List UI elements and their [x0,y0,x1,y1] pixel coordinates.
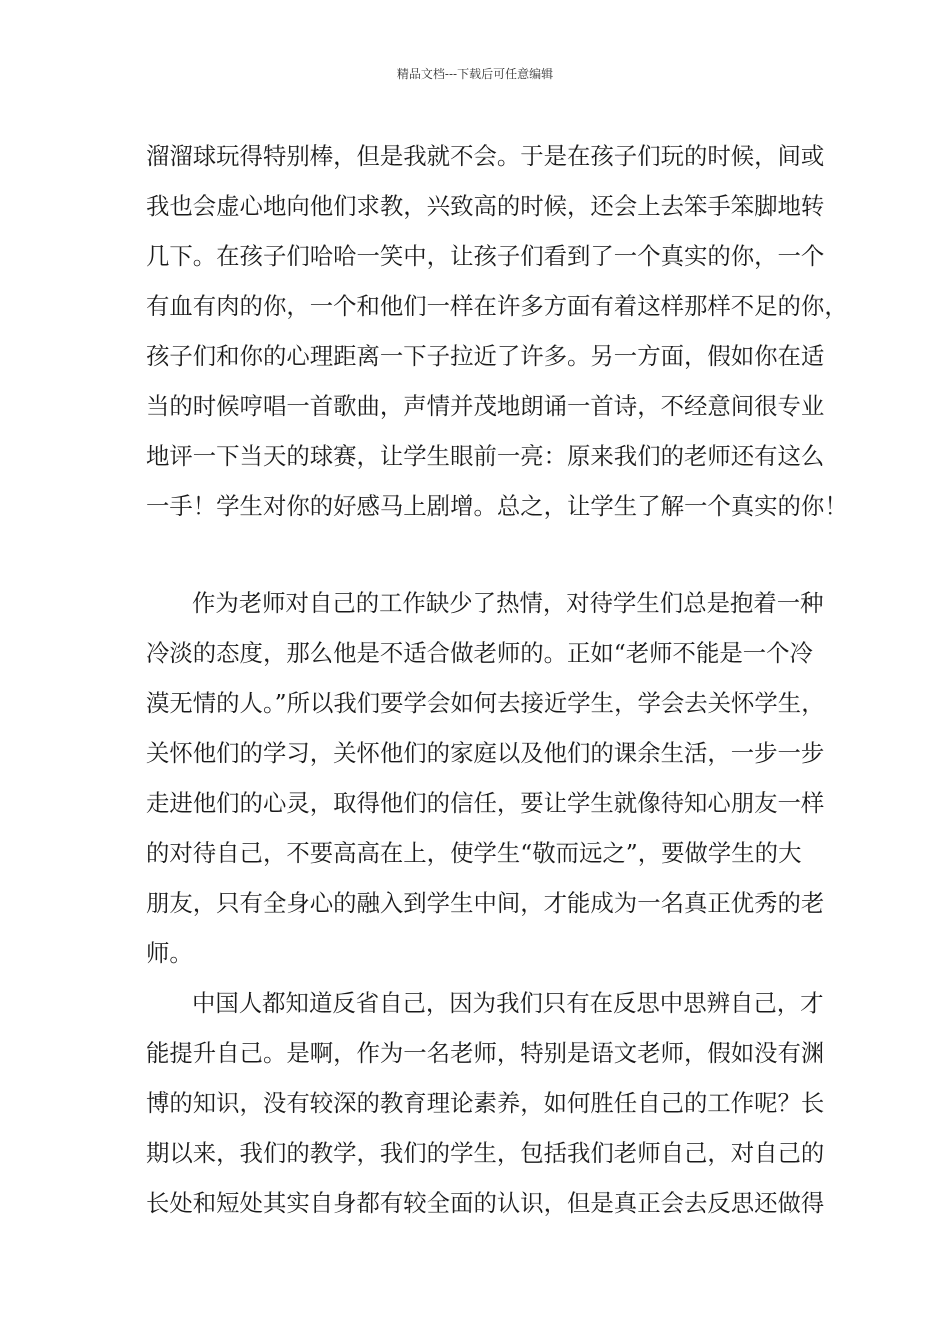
paragraph-gap [146,531,826,578]
text-line: 冷淡的态度，那么他是不适合做老师的。正如“老师不能是一个冷 [146,639,813,667]
text-line: 能提升自己。是啊，作为一名老师，特别是语文老师，假如没有渊 [146,1039,825,1067]
text-line: 有血有肉的你，一个和他们一样在许多方面有着这样那样不足的你， [146,292,848,320]
text-line: 溜溜球玩得特别棒，但是我就不会。于是在孩子们玩的时候，间或 [146,142,825,170]
text-line: 走进他们的心灵，取得他们的信任，要让学生就像待知心朋友一样 [146,789,825,817]
text-line: 我也会虚心地向他们求教，兴致高的时候，还会上去笨手笨脚地转 [146,192,825,220]
text-line: 的对待自己，不要高高在上，使学生“敬而远之”，要做学生的大 [146,839,802,867]
text-line: 几下。在孩子们哈哈一笑中，让孩子们看到了一个真实的你，一个 [146,242,825,270]
text-line: 地评一下当天的球赛，让学生眼前一亮：原来我们的老师还有这么 [146,442,825,470]
text-line: 漠无情的人。”所以我们要学会如何去接近学生，学会去关怀学生， [146,689,825,717]
text-line: 长处和短处其实自身都有较全面的认识，但是真正会去反思还做得 [146,1189,825,1217]
text-line: 当的时候哼唱一首歌曲，声情并茂地朗诵一首诗，不经意间很专业 [146,392,825,420]
document-body [146,131,848,1228]
page-header: 精品文档---下载后可任意编辑 [396,67,554,81]
text-line: 孩子们和你的心理距离一下子拉近了许多。另一方面，假如你在适 [146,342,825,370]
paragraph [146,978,826,1228]
text-line: 作为老师对自己的工作缺少了热情，对待学生们总是抱着一种 [192,589,824,617]
text-line: 关怀他们的学习，关怀他们的家庭以及他们的课余生活，一步一步 [146,739,825,767]
paragraph [146,131,848,531]
text-line: 一手！学生对你的好感马上剧增。总之，让学生了解一个真实的你！ [146,492,848,520]
text-line: 师。 [146,939,193,967]
text-line: 朋友，只有全身心的融入到学生中间，才能成为一名真正优秀的老 [146,889,825,917]
text-line: 期以来，我们的教学，我们的学生，包括我们老师自己，对自己的 [146,1139,825,1167]
text-line: 博的知识，没有较深的教育理论素养，如何胜任自己的工作呢？长 [146,1089,825,1117]
text-line: 中国人都知道反省自己，因为我们只有在反思中思辨自己，才 [192,989,824,1017]
paragraph [146,578,826,978]
